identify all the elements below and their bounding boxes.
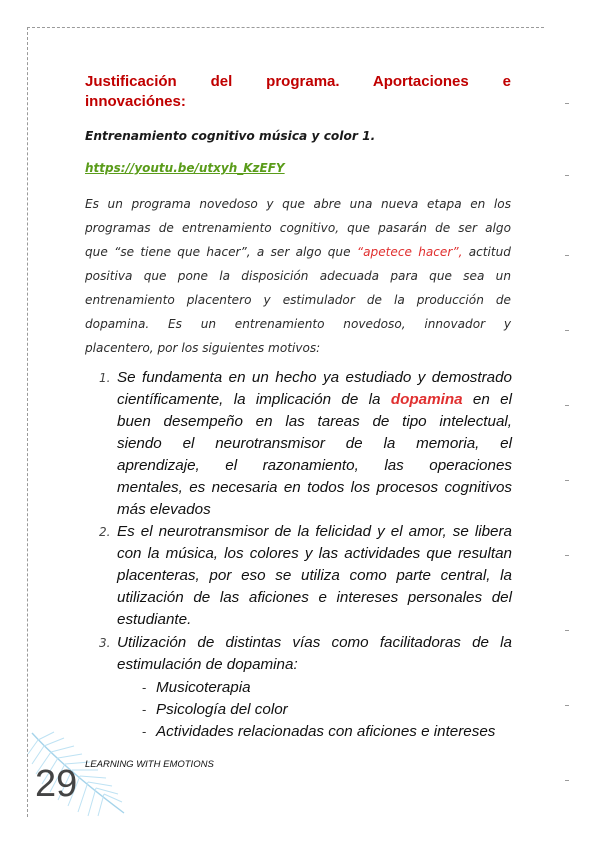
sub-bullet: - xyxy=(142,724,147,739)
item-text: en el xyxy=(462,391,512,408)
frame-tick xyxy=(565,480,569,481)
frame-tick xyxy=(565,780,569,781)
frame-tick xyxy=(565,630,569,631)
item-text: científicamente, la implicación de la xyxy=(117,391,391,408)
list-item-line: más elevados xyxy=(117,501,211,518)
list-number: 1. xyxy=(99,371,111,385)
list-item-line: Se fundamenta en un hecho ya estudiado y demostrado xyxy=(117,369,512,386)
frame-tick xyxy=(565,103,569,104)
list-item-line: estimulación de dopamina: xyxy=(117,656,298,673)
section-heading: Justificación del programa. Aportaciones e xyxy=(85,73,511,90)
frame-tick xyxy=(565,405,569,406)
sub-item: Actividades relacionadas con aficiones e intereses xyxy=(156,723,496,740)
frame-tick xyxy=(565,255,569,256)
intro-line xyxy=(85,240,511,264)
sub-item: Musicoterapia xyxy=(156,679,251,696)
sub-bullet: - xyxy=(142,680,147,695)
sub-item: Psicología del color xyxy=(156,701,288,718)
list-item-line xyxy=(117,389,512,411)
page-frame-left xyxy=(27,27,28,817)
intro-line: Es un programa novedoso y que abre una nueva etapa en los xyxy=(85,197,511,211)
intro-text: que “se tiene que hacer”, a ser algo que xyxy=(85,245,357,259)
footer-title: LEARNING WITH EMOTIONS xyxy=(85,759,214,770)
list-item-line: Utilización de distintas vías como facilitadoras de la xyxy=(117,634,512,651)
list-item-line: Es el neurotransmisor de la felicidad y el amor, se libera xyxy=(117,523,512,540)
section-heading-cont: innovaciónes: xyxy=(85,93,186,110)
list-item-line: utilización de las aficiones e intereses personales del xyxy=(117,589,512,606)
page-number: 29 xyxy=(35,763,78,805)
dopamina-highlight: dopamina xyxy=(390,391,463,408)
list-item-line: mentales, es necesaria en todos los procesos cognitivos xyxy=(117,479,512,496)
intro-line: dopamina. Es un entrenamiento novedoso, innovador y xyxy=(85,317,511,331)
list-item-line: con la música, los colores y las actividades que resultan xyxy=(117,545,512,562)
intro-line: positiva que pone la disposición adecuada para que sea un xyxy=(85,269,511,283)
frame-tick xyxy=(565,330,569,331)
subtitle: Entrenamiento cognitivo música y color 1. xyxy=(85,129,376,143)
intro-highlight: “apetece hacer”, xyxy=(356,245,463,259)
list-item-line: placenteras, por eso se utiliza como parte central, la xyxy=(117,567,512,584)
list-number: 2. xyxy=(99,525,111,539)
frame-tick xyxy=(565,705,569,706)
list-item-line: aprendizaje, el razonamiento, las operaciones xyxy=(117,457,512,474)
frame-tick xyxy=(565,555,569,556)
video-link[interactable]: https://youtu.be/utxyh_KzEFY xyxy=(85,161,285,175)
list-item-line: buen desempeño en las tareas de tipo intelectual, xyxy=(117,413,512,430)
intro-line: entrenamiento placentero y estimulador de la producción de xyxy=(85,293,511,307)
intro-line: programas de entrenamiento cognitivo, que pasarán de ser algo xyxy=(85,221,511,235)
list-item-line: siendo el neurotransmisor de la memoria, el xyxy=(117,435,512,452)
sub-bullet: - xyxy=(142,702,147,717)
list-number: 3. xyxy=(99,636,111,650)
frame-tick xyxy=(565,175,569,176)
page-frame-top xyxy=(27,27,544,28)
intro-line: placentero, por los siguientes motivos: xyxy=(85,341,321,355)
list-item-line: estudiante. xyxy=(117,611,192,628)
intro-text: actitud xyxy=(462,245,511,259)
